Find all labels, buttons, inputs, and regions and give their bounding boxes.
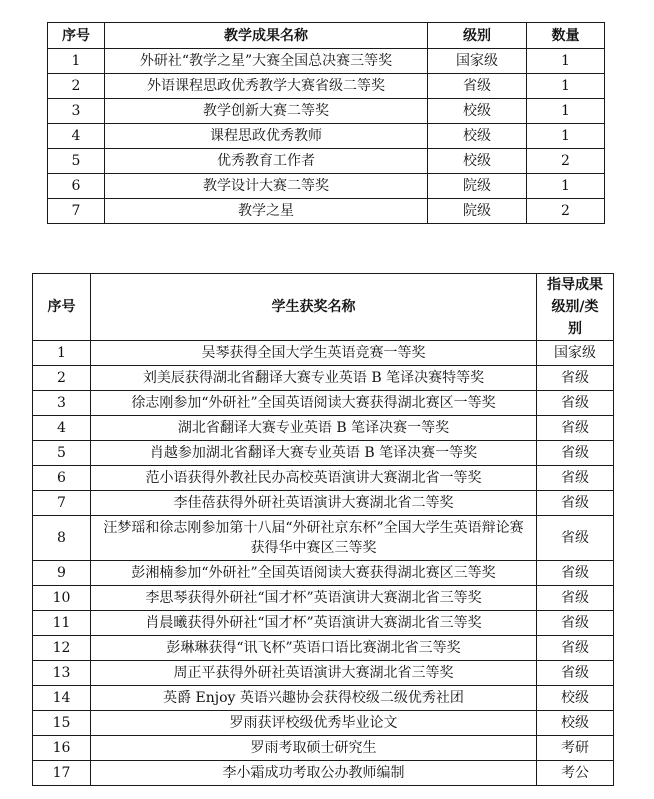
cell-name: 教学设计大赛二等奖 <box>105 174 428 199</box>
cell-level: 省级 <box>537 466 614 491</box>
table-row <box>48 174 605 199</box>
cell-name: 吴琴获得全国大学生英语竞赛一等奖 <box>91 341 537 366</box>
cell-level: 省级 <box>537 491 614 516</box>
table-row <box>48 199 605 224</box>
table-row <box>33 366 614 391</box>
table-row <box>33 491 614 516</box>
cell-no: 4 <box>48 124 105 149</box>
cell-no: 3 <box>48 99 105 124</box>
header-no: 序号 <box>48 23 105 49</box>
cell-level: 校级 <box>428 99 527 124</box>
cell-no: 7 <box>48 199 105 224</box>
cell-level: 省级 <box>537 441 614 466</box>
table-row <box>33 736 614 761</box>
cell-name: 外研社“教学之星”大赛全国总决赛三等奖 <box>105 49 428 74</box>
cell-level: 院级 <box>428 199 527 224</box>
cell-name: 李小霜成功考取公办教师编制 <box>91 761 537 786</box>
header-count: 数量 <box>527 23 605 49</box>
cell-name: 教学之星 <box>105 199 428 224</box>
cell-level: 国家级 <box>537 341 614 366</box>
table-row <box>33 441 614 466</box>
cell-level: 省级 <box>537 611 614 636</box>
table-row <box>33 516 614 561</box>
table-header-row <box>48 23 605 49</box>
cell-level: 校级 <box>428 124 527 149</box>
cell-count: 1 <box>527 74 605 99</box>
cell-name: 刘美辰获得湖北省翻译大赛专业英语 B 笔译决赛特等奖 <box>91 366 537 391</box>
cell-level: 省级 <box>537 636 614 661</box>
table-row <box>33 341 614 366</box>
cell-count: 1 <box>527 99 605 124</box>
student-awards-table <box>32 273 614 786</box>
cell-name: 彭琳琳获得“讯飞杯”英语口语比赛湖北省三等奖 <box>91 636 537 661</box>
cell-level: 校级 <box>537 711 614 736</box>
header-achievement-name: 教学成果名称 <box>105 23 428 49</box>
cell-level: 省级 <box>537 366 614 391</box>
cell-no: 12 <box>33 636 91 661</box>
cell-no: 4 <box>33 416 91 441</box>
cell-level: 考公 <box>537 761 614 786</box>
cell-level: 省级 <box>537 391 614 416</box>
table-row <box>33 761 614 786</box>
cell-no: 2 <box>33 366 91 391</box>
table-row <box>48 149 605 174</box>
cell-no: 17 <box>33 761 91 786</box>
cell-name: 李佳蓓获得外研社英语演讲大赛湖北省二等奖 <box>91 491 537 516</box>
table-row <box>33 586 614 611</box>
cell-name: 李思琴获得外研社“国才杯”英语演讲大赛湖北省三等奖 <box>91 586 537 611</box>
cell-no: 1 <box>33 341 91 366</box>
cell-no: 5 <box>33 441 91 466</box>
teaching-achievements-table <box>47 22 605 224</box>
cell-no: 8 <box>33 516 91 561</box>
header-award-name: 学生获奖名称 <box>91 274 537 341</box>
cell-name: 教学创新大赛二等奖 <box>105 99 428 124</box>
cell-name: 罗雨考取硕士研究生 <box>91 736 537 761</box>
cell-level: 省级 <box>537 661 614 686</box>
cell-name: 英爵 Enjoy 英语兴趣协会获得校级二级优秀社团 <box>91 686 537 711</box>
table-row <box>33 711 614 736</box>
cell-name: 范小语获得外教社民办高校英语演讲大赛湖北省一等奖 <box>91 466 537 491</box>
table-header-row <box>33 274 614 341</box>
cell-count: 2 <box>527 199 605 224</box>
cell-level: 院级 <box>428 174 527 199</box>
cell-no: 13 <box>33 661 91 686</box>
cell-count: 1 <box>527 174 605 199</box>
cell-level: 省级 <box>428 74 527 99</box>
table-row <box>48 99 605 124</box>
table-row <box>33 561 614 586</box>
table-row <box>33 611 614 636</box>
cell-level: 校级 <box>537 686 614 711</box>
cell-name: 徐志刚参加“外研社”全国英语阅读大赛获得湖北赛区一等奖 <box>91 391 537 416</box>
table-row <box>33 661 614 686</box>
cell-no: 14 <box>33 686 91 711</box>
header-guidance-level: 指导成果级别/类别 <box>537 274 614 341</box>
cell-no: 1 <box>48 49 105 74</box>
table-row <box>48 124 605 149</box>
cell-name: 肖越参加湖北省翻译大赛专业英语 B 笔译决赛一等奖 <box>91 441 537 466</box>
cell-level: 校级 <box>428 149 527 174</box>
cell-name: 湖北省翻译大赛专业英语 B 笔译决赛一等奖 <box>91 416 537 441</box>
table-row <box>33 636 614 661</box>
cell-no: 16 <box>33 736 91 761</box>
table-row <box>33 686 614 711</box>
cell-level: 省级 <box>537 516 614 561</box>
cell-name: 优秀教育工作者 <box>105 149 428 174</box>
cell-no: 6 <box>48 174 105 199</box>
cell-no: 9 <box>33 561 91 586</box>
cell-name: 汪梦瑶和徐志刚参加第十八届“外研社京东杯”全国大学生英语辩论赛获得华中赛区三等奖 <box>91 516 537 561</box>
cell-name: 课程思政优秀教师 <box>105 124 428 149</box>
cell-name: 肖晨曦获得外研社“国才杯”英语演讲大赛湖北省三等奖 <box>91 611 537 636</box>
cell-no: 7 <box>33 491 91 516</box>
header-level: 级别 <box>428 23 527 49</box>
cell-name: 罗雨获评校级优秀毕业论文 <box>91 711 537 736</box>
cell-no: 2 <box>48 74 105 99</box>
cell-no: 10 <box>33 586 91 611</box>
cell-level: 省级 <box>537 416 614 441</box>
cell-name: 周正平获得外研社英语演讲大赛湖北省三等奖 <box>91 661 537 686</box>
cell-name: 外语课程思政优秀教学大赛省级二等奖 <box>105 74 428 99</box>
table-row <box>33 416 614 441</box>
header-no: 序号 <box>33 274 91 341</box>
cell-no: 15 <box>33 711 91 736</box>
table-row <box>48 74 605 99</box>
cell-no: 3 <box>33 391 91 416</box>
table-row <box>48 49 605 74</box>
cell-level: 考研 <box>537 736 614 761</box>
cell-no: 5 <box>48 149 105 174</box>
cell-count: 1 <box>527 49 605 74</box>
cell-no: 11 <box>33 611 91 636</box>
cell-level: 省级 <box>537 586 614 611</box>
table-row <box>33 391 614 416</box>
table-row <box>33 466 614 491</box>
cell-count: 2 <box>527 149 605 174</box>
cell-no: 6 <box>33 466 91 491</box>
cell-level: 省级 <box>537 561 614 586</box>
cell-level: 国家级 <box>428 49 527 74</box>
cell-count: 1 <box>527 124 605 149</box>
cell-name: 彭湘楠参加“外研社”全国英语阅读大赛获得湖北赛区三等奖 <box>91 561 537 586</box>
